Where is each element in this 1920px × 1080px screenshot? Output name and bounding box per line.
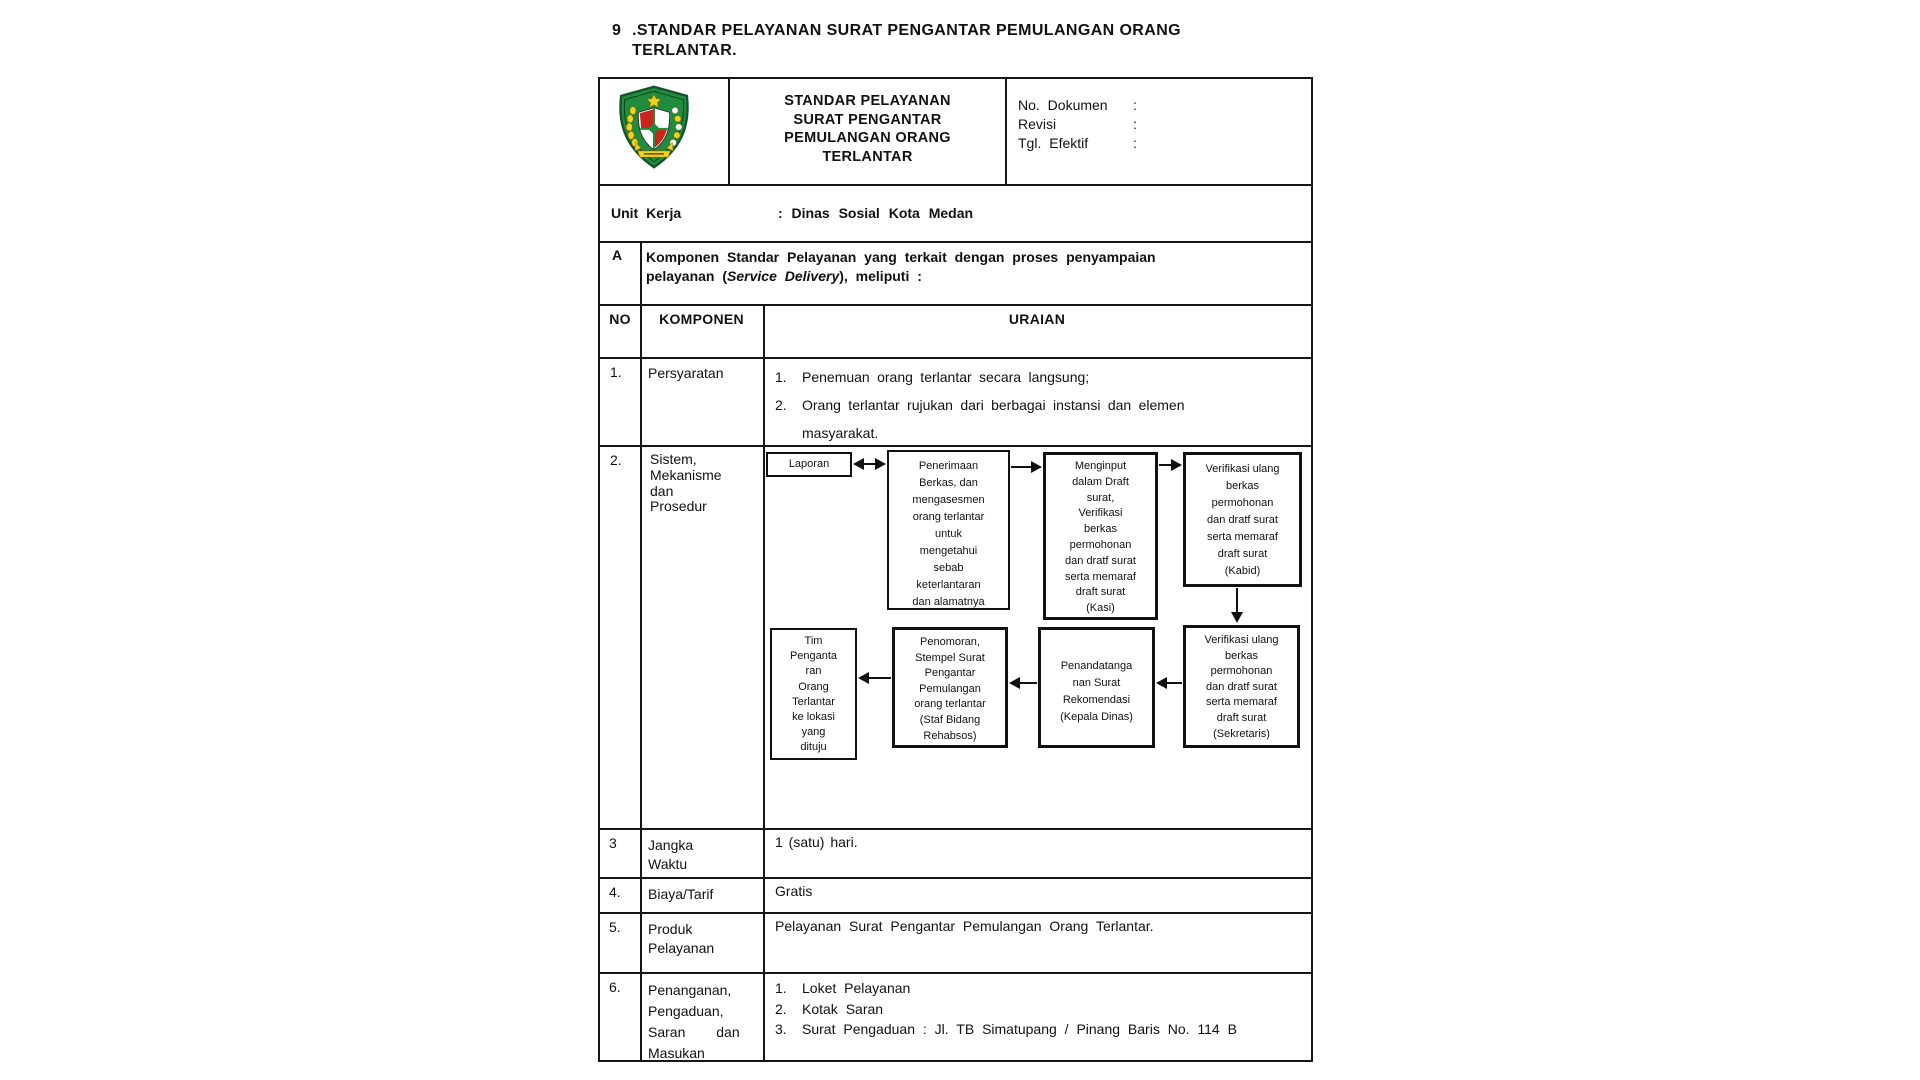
item-number: 1.	[775, 980, 787, 996]
flow-box-text: Menginput dalam Draft surat, Verifikasi berkas permohonan dan dratf surat serta memaraf draft surat (Kasi)	[1065, 460, 1136, 615]
row6-komponen: Penanganan, Pengaduan, Saran dan Masukan	[648, 982, 740, 1061]
document-title	[730, 92, 1005, 166]
row2-number: 2.	[610, 452, 622, 468]
unit-kerja-label: Unit Kerja	[611, 205, 682, 221]
row4-uraian: Gratis	[775, 883, 813, 899]
row6-number: 6.	[609, 979, 621, 995]
colon: :	[778, 205, 783, 221]
row4-komponen: Biaya/Tarif	[648, 886, 714, 902]
flow-box-text: Verifikasi ulang berkas permohonan dan dratf surat serta memaraf draft surat (Kabid)	[1205, 463, 1280, 577]
item-text: Penemuan orang terlantar secara langsung;	[802, 369, 1090, 385]
section-a-line2-italic: Service Delivery	[727, 268, 840, 284]
flow-box-text: Penandatanga nan Surat Rekomendasi (Kepala Dinas)	[1060, 660, 1133, 723]
section-a-line-1: Komponen Standar Pelayanan yang terkait dengan proses penyampaian	[646, 249, 1156, 265]
heading-text	[632, 21, 1181, 60]
heading-line-2: TERLANTAR.	[632, 41, 738, 59]
item-number: 1.	[775, 369, 787, 385]
flow-box-text: Penerimaan Berkas, dan mengasesmen orang terlantar untuk mengetahui sebab keterlantaran dan alamatnya	[912, 460, 985, 608]
list-item	[775, 363, 1264, 391]
document-title-line: TERLANTAR	[822, 148, 913, 165]
item-text: Kotak Saran	[802, 1000, 884, 1017]
doc-number-field	[1018, 96, 1137, 115]
row2-komponen: Sistem, Mekanisme dan Prosedur	[650, 451, 722, 515]
row1-uraian-list	[775, 363, 1264, 447]
item-number: 3.	[775, 1021, 787, 1037]
flow-box-text: Tim Penganta ran Orang Terlantar ke lokasi yang dituju	[789, 635, 838, 754]
effective-date-label: Tgl. Efektif	[1018, 135, 1089, 151]
heading-number: 9	[612, 22, 622, 39]
page-heading	[612, 21, 1181, 60]
standard-service-table	[598, 77, 1313, 1062]
document-title-line: STANDAR PELAYANAN	[784, 93, 951, 109]
row3-number: 3	[609, 835, 617, 851]
item-text: Surat Pengaduan : Jl. TB Simatupang / Pinang Baris No. 114 B	[802, 1021, 1237, 1037]
list-item	[775, 391, 1264, 447]
section-a-code: A	[612, 247, 623, 263]
row5-number: 5.	[609, 919, 621, 935]
document-title-line: PEMULANGAN ORANG	[784, 130, 951, 146]
flow-box-verifikasi-sekretaris	[1183, 625, 1300, 748]
row5-komponen: Produk Pelayanan	[648, 921, 715, 956]
colon: :	[1133, 116, 1137, 132]
unit-kerja-value	[778, 205, 973, 221]
flow-box-penandatanganan-kepala-dinas	[1038, 627, 1155, 748]
row3-komponen: Jangka Waktu	[648, 837, 694, 872]
effective-date-field	[1018, 134, 1137, 153]
row5-uraian: Pelayanan Surat Pengantar Pemulangan Orang Terlantar.	[775, 918, 1154, 934]
column-divider	[763, 304, 765, 1060]
medan-emblem-icon	[608, 84, 700, 170]
column-divider	[640, 241, 642, 1060]
flow-box-text: Verifikasi ulang berkas permohonan dan dratf surat serta memaraf draft surat (Sekretaris)	[1204, 634, 1279, 740]
flow-box-penerimaan	[887, 450, 1010, 610]
list-item	[775, 978, 1237, 999]
row1-komponen: Persyaratan	[648, 365, 724, 381]
row1-number: 1.	[610, 364, 622, 380]
document-info-block	[1018, 96, 1137, 153]
unit-kerja-text: Dinas Sosial Kota Medan	[782, 205, 974, 221]
row-divider	[600, 357, 1311, 359]
row-divider	[600, 972, 1311, 974]
row-divider	[600, 304, 1311, 306]
column-header-no: NO	[609, 311, 631, 327]
row-divider	[600, 828, 1311, 830]
item-number: 2.	[775, 1000, 787, 1017]
column-header-uraian: URAIAN	[1008, 311, 1066, 327]
flow-box-penomoran-rehabsos	[892, 627, 1008, 748]
section-a-line2-suffix: ), meliputi :	[839, 268, 922, 284]
flow-box-tim-pengantaran	[770, 628, 857, 760]
medan-city-emblem-logo	[608, 84, 700, 175]
row-divider	[600, 877, 1311, 879]
heading-line-1: .STANDAR PELAYANAN SURAT PENGANTAR PEMULANGAN ORANG	[632, 22, 1182, 39]
item-number: 2.	[775, 397, 787, 413]
column-header-komponen: KOMPONEN	[659, 311, 744, 327]
flow-box-menginput-kasi	[1043, 452, 1158, 620]
row-divider	[600, 184, 1311, 186]
list-item	[775, 1019, 1237, 1040]
item-text: Orang terlantar rujukan dari berbagai instansi dan elemen masyarakat.	[802, 397, 1185, 441]
flow-box-verifikasi-kabid	[1183, 452, 1302, 587]
column-divider	[1005, 79, 1007, 186]
row-divider	[600, 912, 1311, 914]
revision-label: Revisi	[1018, 116, 1057, 132]
section-a-line2-prefix: pelayanan (	[646, 268, 728, 284]
colon: :	[1133, 135, 1137, 151]
row6-uraian-list	[775, 978, 1237, 1040]
flow-box-text: Penomoran, Stempel Surat Pengantar Pemulangan orang terlantar (Staf Bidang Rehabsos)	[914, 636, 986, 742]
section-a-text	[646, 248, 1246, 286]
row3-uraian: 1 (satu) hari.	[775, 834, 858, 850]
row4-number: 4.	[609, 884, 621, 900]
unit-kerja-row	[611, 205, 973, 221]
flow-box-text: Laporan	[788, 458, 830, 470]
doc-number-label: No. Dokumen	[1018, 97, 1108, 113]
colon: :	[1133, 97, 1137, 113]
flow-box-laporan	[766, 452, 852, 477]
item-text: Loket Pelayanan	[802, 980, 911, 996]
row-divider	[600, 241, 1311, 243]
document-title-line: SURAT PENGANTAR	[793, 111, 942, 128]
list-item	[775, 999, 1237, 1020]
section-a-line-2	[646, 267, 1246, 286]
revision-field	[1018, 115, 1137, 134]
